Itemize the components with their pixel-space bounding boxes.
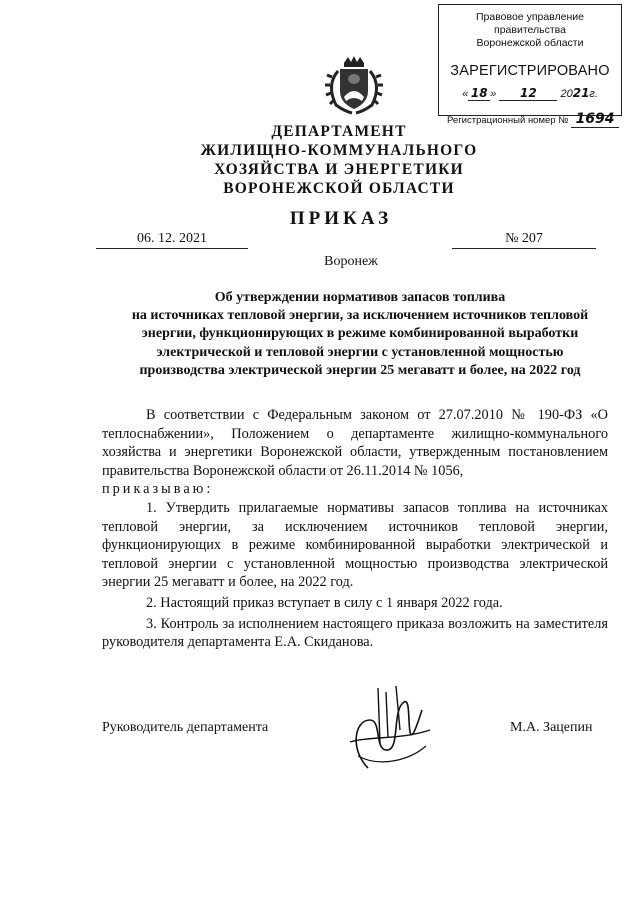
title-line: Об утверждении нормативов запасов топлива	[214, 290, 506, 305]
dept-line-2: ЖИЛИЩНО-КОММУНАЛЬНОГО	[200, 142, 478, 159]
handwritten-signature	[330, 680, 440, 785]
stamp-line-1: Правовое управление правительства	[475, 11, 584, 36]
order-date: 06. 12. 2021	[96, 231, 248, 249]
stamp-line-2: Воронежской области	[476, 37, 584, 49]
coat-of-arms-emblem	[322, 55, 386, 122]
document-type: ПРИКАЗ	[289, 208, 393, 229]
preamble: В соответствии с Федеральным законом от 27.07.2010 № 190-ФЗ «О теплоснабжении», Положением о департаменте жилищно-коммунального хозяйства и энергетики Воронежской области, утвержденным постановлением правительства Воронежской области от 26.11.2014 № 1056,	[102, 407, 608, 479]
signatory-name: М.А. Зацепин	[510, 720, 593, 735]
order-item-3: 3. Контроль за исполнением настоящего приказа возложить на заместителя руководителя департамента Е.А. Скиданова.	[102, 615, 608, 651]
order-title	[100, 289, 620, 380]
order-item-2: 2. Настоящий приказ вступает в силу с 1 января 2022 года.	[146, 594, 503, 611]
title-line: энергии, функционирующих в режиме комбинированной выработки	[141, 326, 579, 342]
stamp-year-prefix: 20	[560, 88, 573, 100]
stamp-title: ЗАРЕГИСТРИРОВАНО	[450, 63, 610, 79]
title-line: производства электрической энергии 25 мегаватт и более, на 2022 год	[139, 362, 581, 378]
stamp-year-suffix: 21	[572, 86, 590, 100]
department-name	[0, 122, 640, 198]
stamp-month: 12	[499, 86, 557, 101]
stamp-reg-label: Регистрационный номер №	[447, 115, 569, 126]
stamp-date: « 18 » 12 2021г.	[462, 86, 598, 100]
registration-stamp	[438, 4, 622, 127]
dept-line-4: ВОРОНЕЖСКОЙ ОБЛАСТИ	[223, 180, 455, 197]
dept-line-1: ДЕПАРТАМЕНТ	[271, 123, 407, 140]
orders-word: приказываю:	[102, 481, 214, 498]
city: Воронеж	[324, 254, 378, 269]
stamp-day: 18	[468, 86, 490, 101]
order-number: № 207	[452, 231, 596, 249]
stamp-reg-number: 1694	[571, 111, 619, 128]
dept-line-3: ХОЗЯЙСТВА И ЭНЕРГЕТИКИ	[214, 161, 464, 178]
order-item-1: 1. Утвердить прилагаемые нормативы запасов топлива на источниках тепловой энергии, за исключением источников тепловой энергии, функционирующих в режиме комбинированной выработки электрической и тепловой энергии с установленной мощностью производства электрической энергии 25 мегаватт и более, на 2022 год.	[102, 499, 608, 591]
title-line: электрической и тепловой энергии с установленной мощностью	[156, 344, 564, 360]
order-body	[102, 406, 608, 652]
signatory-position: Руководитель департамента	[102, 720, 269, 735]
title-line: на источниках тепловой энергии, за исключением источников тепловой	[131, 308, 589, 324]
